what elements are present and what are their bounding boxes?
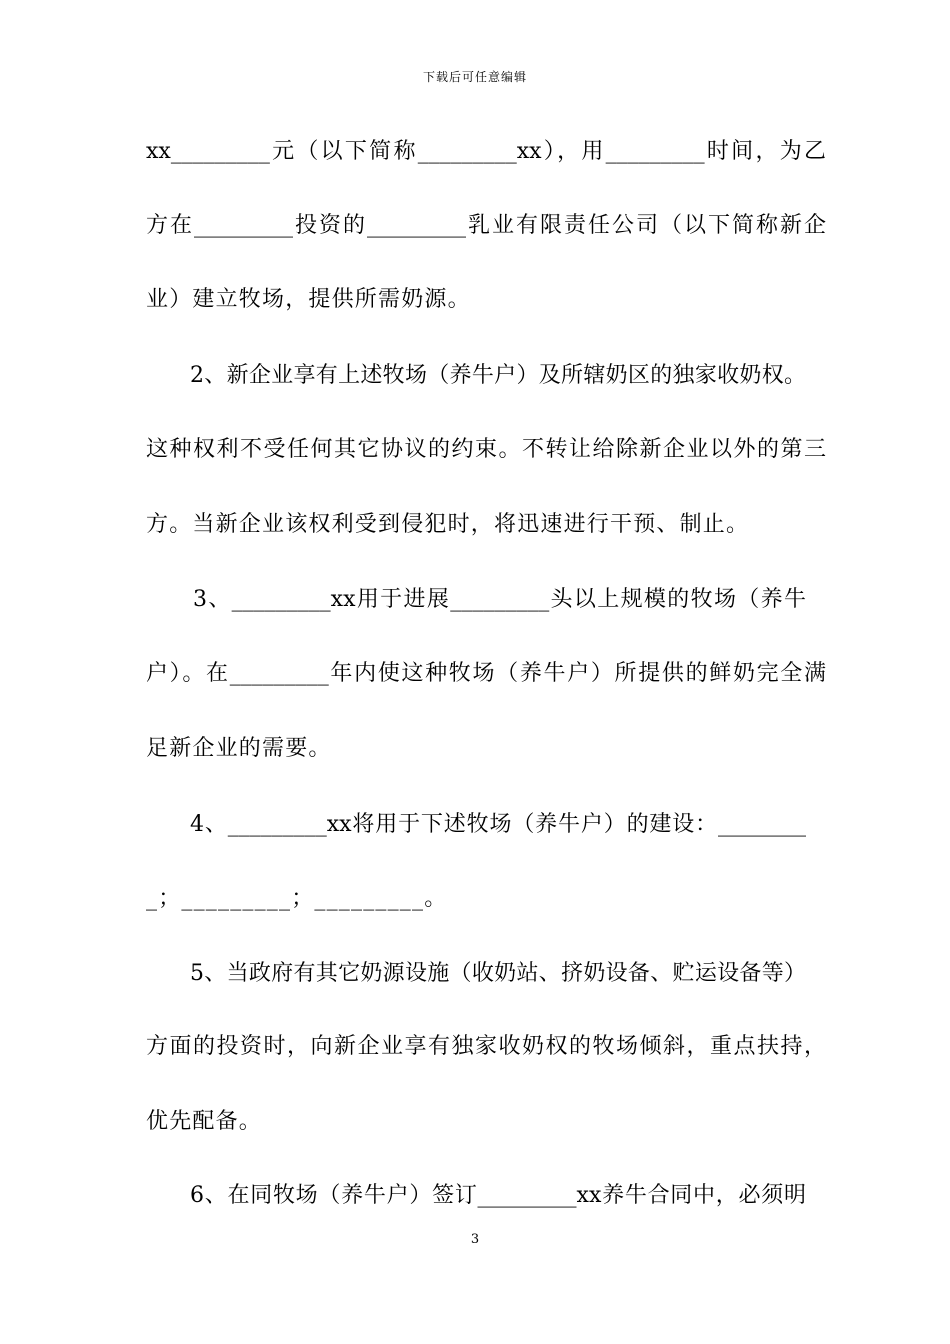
paragraph-6-line-1: 6、在同牧场（养牛户）签订_________xx养牛合同中，必须明 (190, 1183, 806, 1208)
body-line-1: xx_________元（以下简称_________xx），用_________时间，为乙 (146, 139, 826, 164)
body-line-3: 业）建立牧场，提供所需奶源。 (146, 287, 471, 312)
page-header: 下载后可任意编辑 (422, 70, 527, 84)
paragraph-4-line-2: _；_________；_________。 (146, 886, 448, 911)
paragraph-4-line-1: 4、_________xx将用于下述牧场（养牛户）的建设：________ (190, 812, 806, 837)
paragraph-3-line-1: 3、_________xx用于进展_________头以上规模的牧场（养牛 (193, 587, 806, 612)
paragraph-2-line-3: 方。当新企业该权利受到侵犯时，将迅速进行干预、制止。 (146, 512, 750, 537)
paragraph-5-line-2: 方面的投资时，向新企业享有独家收奶权的牧场倾斜，重点扶持， (146, 1034, 826, 1059)
paragraph-5-line-1: 5、当政府有其它奶源设施（收奶站、挤奶设备、贮运设备等） (190, 961, 806, 986)
paragraph-5-line-3: 优先配备。 (146, 1109, 263, 1134)
paragraph-3-line-3: 足新企业的需要。 (146, 736, 332, 761)
paragraph-2-line-1: 2、新企业享有上述牧场（养牛户）及所辖奶区的独家收奶权。 (190, 363, 806, 388)
paragraph-2-line-2: 这种权利不受任何其它协议的约束。不转让给除新企业以外的第三 (146, 437, 826, 462)
page-number: 3 (470, 1232, 480, 1247)
paragraph-3-line-2: 户）。在_________年内使这种牧场（养牛户）所提供的鲜奶完全满 (146, 661, 826, 686)
body-line-2: 方在_________投资的_________乳业有限责任公司（以下简称新企 (146, 213, 826, 238)
